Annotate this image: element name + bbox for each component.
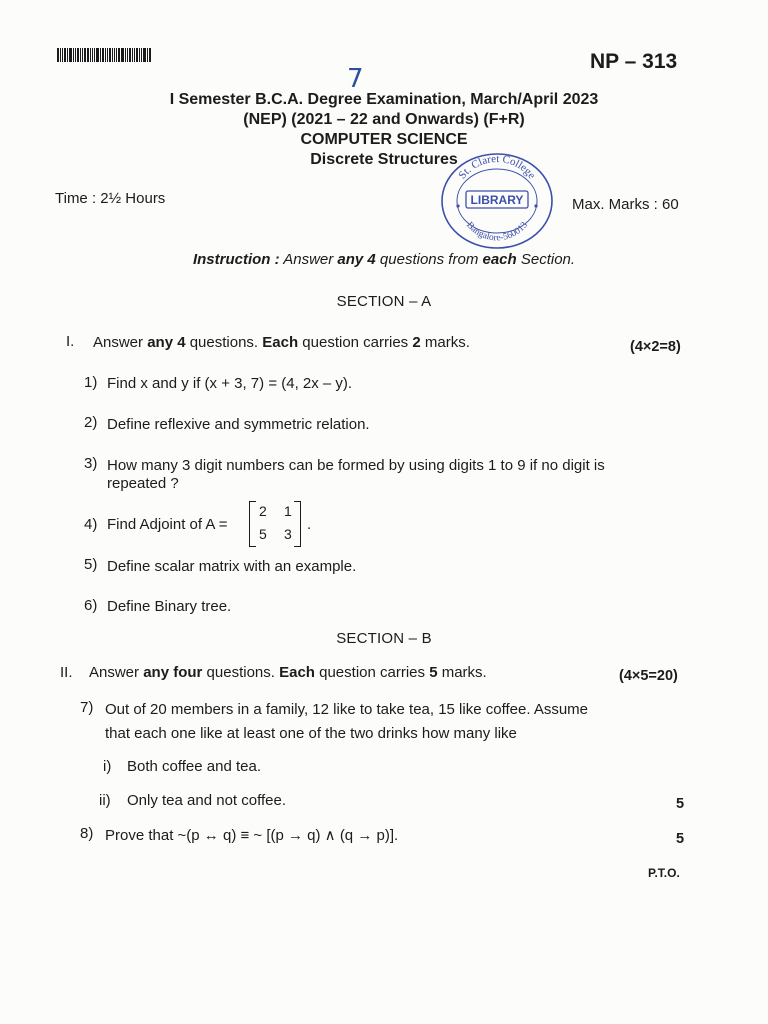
barcode-bar bbox=[129, 48, 131, 62]
subject-title: COMPUTER SCIENCE bbox=[300, 131, 468, 148]
sub-question-number: ii) bbox=[99, 792, 111, 809]
section-a-title: SECTION – A bbox=[336, 293, 432, 310]
sub-question-number: i) bbox=[103, 758, 112, 775]
section-a-marks: (4×2=8) bbox=[630, 339, 681, 355]
question-7-continued: that each one like at least one of the two drinks how many like bbox=[105, 725, 517, 742]
stamp-top-text: St. Claret College bbox=[456, 152, 538, 182]
paper-title: Discrete Structures bbox=[310, 151, 458, 168]
matrix-cell: 3 bbox=[284, 526, 292, 542]
matrix-right-bracket bbox=[294, 501, 301, 547]
barcode-bar bbox=[75, 48, 76, 62]
barcode-bar bbox=[116, 48, 117, 62]
time-duration: Time : 2½ Hours bbox=[55, 190, 166, 207]
barcode-bar bbox=[127, 48, 128, 62]
question-5: Define scalar matrix with an example. bbox=[107, 558, 357, 575]
barcode-bar bbox=[107, 48, 108, 62]
question-number: 7) bbox=[80, 699, 94, 716]
barcode-bar bbox=[112, 48, 113, 62]
barcode-bar bbox=[143, 48, 146, 62]
question-number: 3) bbox=[84, 455, 98, 472]
barcode-bar bbox=[141, 48, 142, 62]
instruction-line bbox=[0, 251, 768, 268]
section-b-instruction: Answer any four questions. Each question carries 5 marks. bbox=[89, 664, 487, 681]
barcode-bar bbox=[121, 48, 124, 62]
barcode-bar bbox=[96, 48, 99, 62]
barcode-bar bbox=[147, 48, 148, 62]
section-b-marks: (4×5=20) bbox=[619, 668, 678, 684]
question-number: 5) bbox=[84, 556, 98, 573]
section-b-title: SECTION – B bbox=[336, 630, 432, 647]
section-a-instruction: Answer any 4 questions. Each question carries 2 marks. bbox=[93, 334, 470, 351]
barcode-bar bbox=[62, 48, 63, 62]
question-1: Find x and y if (x + 3, 7) = (4, 2x – y). bbox=[107, 375, 353, 392]
barcode-bar bbox=[92, 48, 93, 62]
question-7-part-i: Both coffee and tea. bbox=[127, 758, 261, 775]
pto-label: P.T.O. bbox=[648, 866, 680, 880]
barcode-bar bbox=[134, 48, 135, 62]
barcode-bar bbox=[139, 48, 140, 62]
exam-title: I Semester B.C.A. Degree Examination, March/April 2023 bbox=[169, 91, 599, 108]
stamp-center-text: LIBRARY bbox=[470, 193, 524, 207]
question-number: 6) bbox=[84, 597, 98, 614]
barcode-bar bbox=[64, 48, 66, 62]
paper-code: NP – 313 bbox=[590, 50, 678, 73]
section-a-roman: I. bbox=[66, 333, 75, 350]
matrix-a bbox=[249, 501, 301, 547]
question-7-part-ii: Only tea and not coffee. bbox=[127, 792, 287, 809]
instruction-emphasis: each bbox=[482, 251, 517, 268]
section-b-roman: II. bbox=[60, 664, 73, 681]
barcode-bar bbox=[105, 48, 106, 62]
barcode-bar bbox=[73, 48, 74, 62]
barcode-bar bbox=[60, 48, 61, 62]
question-6: Define Binary tree. bbox=[107, 598, 232, 615]
barcode-bar bbox=[90, 48, 91, 62]
instruction-label: Instruction : bbox=[192, 251, 280, 268]
stamp-dot-left bbox=[456, 204, 459, 207]
question-7-marks: 5 bbox=[676, 796, 685, 812]
barcode-bar bbox=[84, 48, 86, 62]
barcode-bar bbox=[100, 48, 101, 62]
exam-scheme: (NEP) (2021 – 22 and Onwards) (F+R) bbox=[243, 111, 525, 128]
matrix-cell: 5 bbox=[259, 526, 267, 542]
question-number: 8) bbox=[80, 825, 94, 842]
library-stamp bbox=[438, 151, 556, 251]
barcode-bar bbox=[102, 48, 104, 62]
question-8: Prove that ~(p ↔ q) ≡ ~ [(p → q) ∧ (q → p)]. bbox=[105, 827, 399, 844]
question-4: Find Adjoint of A = bbox=[107, 516, 228, 533]
question-number: 2) bbox=[84, 414, 98, 431]
barcode-bar bbox=[136, 48, 138, 62]
barcode-bar bbox=[149, 48, 151, 62]
barcode-bar bbox=[69, 48, 72, 62]
question-number: 1) bbox=[84, 374, 98, 391]
barcode-bar bbox=[114, 48, 115, 62]
question-7: Out of 20 members in a family, 12 like to take tea, 15 like coffee. Assume bbox=[105, 701, 589, 718]
question-3-continued: repeated ? bbox=[107, 475, 179, 492]
question-3: How many 3 digit numbers can be formed by using digits 1 to 9 if no digit is bbox=[107, 457, 605, 474]
barcode-bar bbox=[87, 48, 89, 62]
handwritten-mark: 7 bbox=[347, 64, 364, 94]
barcode-bar bbox=[67, 48, 68, 62]
barcode-bar bbox=[94, 48, 95, 62]
instruction-text: questions from bbox=[375, 251, 483, 268]
question-4-tail: . bbox=[307, 516, 312, 533]
instruction-text: Answer bbox=[279, 251, 338, 268]
question-number: 4) bbox=[84, 516, 98, 533]
instruction-emphasis: any 4 bbox=[337, 251, 376, 268]
matrix-cell: 2 bbox=[259, 503, 267, 519]
barcode-bar bbox=[80, 48, 81, 62]
barcode-bar bbox=[82, 48, 83, 62]
barcode-bar bbox=[109, 48, 111, 62]
question-8-marks: 5 bbox=[676, 831, 685, 847]
barcode bbox=[57, 48, 157, 62]
barcode-bar bbox=[132, 48, 133, 62]
matrix-left-bracket bbox=[249, 501, 256, 547]
question-2: Define reflexive and symmetric relation. bbox=[107, 416, 370, 433]
stamp-dot-right bbox=[534, 204, 537, 207]
matrix-cell: 1 bbox=[284, 503, 292, 519]
barcode-bar bbox=[125, 48, 126, 62]
barcode-bar bbox=[118, 48, 120, 62]
barcode-bar bbox=[77, 48, 79, 62]
barcode-bar bbox=[57, 48, 59, 62]
stamp-bottom-text: Bangalore-560013 bbox=[464, 220, 530, 244]
max-marks: Max. Marks : 60 bbox=[572, 196, 679, 213]
instruction-text: Section. bbox=[516, 251, 576, 268]
